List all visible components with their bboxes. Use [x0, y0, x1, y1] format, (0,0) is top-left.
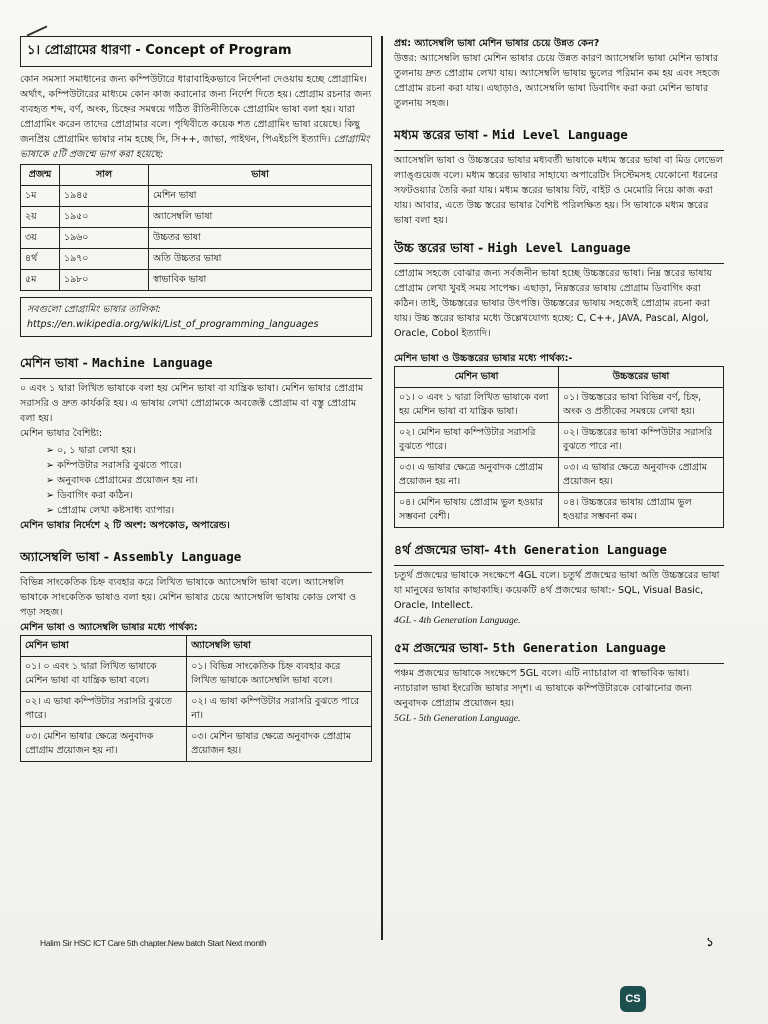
generation-intro: প্রোগ্রামিং ভাষাকে ৫টি প্রজন্মে ভাগ করা হয়েছে: — [20, 134, 370, 160]
table-header: অ্যাসেম্বলি ভাষা — [187, 636, 372, 657]
table-cell: ৪র্থ — [21, 249, 60, 270]
section-heading: মেশিন ভাষা - Machine Language — [20, 355, 213, 370]
section-mid-level — [394, 127, 724, 228]
section-body: বিভিন্ন সাংকেতিক চিহ্ন ব্যবহার করে লিখিত ভাষাকে অ্যাসেম্বলি ভাষা বলে। অ্যাসেম্বলি ভাষাকে সাংকেতিক ভাষাও বলা হয়। মেশিন ভাষার চেয়ে অ্যাসেম্বলি ভাষায় কোড লেখা ও পড়া সহজ। — [20, 577, 357, 618]
table-row — [21, 228, 372, 249]
table-row — [21, 207, 372, 228]
table-header-row — [21, 636, 372, 657]
table-cell: ০২। এ ভাষা কম্পিউটার সরাসরি বুঝতে পারে। — [21, 692, 187, 727]
list-item: ➢ ০, ১ দ্বারা লেখা হয়। — [46, 443, 372, 458]
diff-label: মেশিন ভাষা ও অ্যাসেম্বলি ভাষার মধ্যে পার্থক্য: — [20, 622, 198, 633]
machine-vs-high-table — [394, 366, 724, 528]
list-item: ➢ অনুবাদক প্রোগ্রামের প্রয়োজন হয় না। — [46, 473, 372, 488]
table-header-row — [395, 367, 724, 388]
features-label: মেশিন ভাষার বৈশিষ্ট্য: — [20, 428, 103, 439]
table-cell: ১৯৪৫ — [60, 186, 149, 207]
machine-vs-high-body — [395, 388, 724, 528]
table-row — [395, 388, 724, 423]
diff-label: মেশিন ভাষা ও উচ্চস্তরের ভাষার মধ্যে পার্থক্য:- — [394, 353, 573, 364]
table-row — [21, 270, 372, 291]
table-row — [395, 458, 724, 493]
table-cell: মেশিন ভাষা — [149, 186, 372, 207]
section-body: অ্যাসেম্বলি ভাষা ও উচ্চস্তরের ভাষার মধ্যবর্তী ভাষাকে মধ্যম স্তরের ভাষা বা মিড লেভেল ল্যাঙ্গুয়েজ বলে। মধ্যম স্তরের ভাষার সাহায্যে অপারেটিং সিস্টেমসহ যেকোনো ধরনের সফটওয়্যার তৈরি করা যায়। মধ্যম স্তরের ভাষায় বিট, বাইট ও মেমোরি নিয়ে কাজ করা যায়। আবার, এতে উচ্চ স্তরের ভাষার বৈশিষ্ট পরিলক্ষিত হয়। সি ভাষাকে মধ্যম স্তরের ভাষা বলা হয়। — [394, 155, 723, 226]
table-cell: ০২। এ ভাষা কম্পিউটার সরাসরি বুঝতে পারে না। — [187, 692, 372, 727]
table-cell: ০১। ০ এবং ১ দ্বারা লিখিত ভাষাকে মেশিন ভাষা বা যান্ত্রিক ভাষা বলে। — [21, 657, 187, 692]
instruction-parts: মেশিন ভাষার নির্দেশে ২ টি অংশ: অপকোড, অপারেন্ড। — [20, 520, 230, 531]
left-column — [20, 36, 372, 774]
section-heading: উচ্চ স্তরের ভাষা - High Level Language — [394, 240, 631, 255]
abbreviation: 4GL - 4th Generation Language. — [394, 615, 521, 626]
table-cell: ০৩। এ ভাষার ক্ষেত্রে অনুবাদক প্রোগ্রাম প্রয়োজন হয়। — [559, 458, 724, 493]
table-row — [395, 493, 724, 528]
features-list — [20, 443, 372, 518]
table-cell: ০১। বিভিন্ন সাংকেতিক চিহ্ন ব্যবহার করে লিখিত ভাষাকে অ্যাসেম্বলি ভাষা বলে। — [187, 657, 372, 692]
section-5th-generation — [394, 640, 724, 726]
table-row — [21, 657, 372, 692]
answer: উত্তর: অ্যাসেম্বলি ভাষা মেশিন ভাষার চেয়ে উন্নত কারণ অ্যাসেম্বলি ভাষা মেশিন ভাষার তুলনায় দ্রুত প্রোগ্রাম লেখা যায়। অ্যাসেম্বলি ভাষায় ভুলের পরিমান কম হয় এবং সহজে প্রোগ্রাম রচনা করা যায়। এছাড়াও, অ্যাসেম্বলি ভাষা ডিবাগিং করা করা মেশিন ভাষার তুলনায় সহজ। — [394, 53, 720, 109]
section-assembly-language — [20, 549, 372, 762]
table-row — [21, 727, 372, 762]
section-title: ১। প্রোগ্রামের ধারণা - Concept of Program — [20, 36, 372, 67]
table-cell: ০৩। মেশিন ভাষার ক্ষেত্রে অনুবাদক প্রোগ্রাম প্রয়োজন হয় না। — [21, 727, 187, 762]
camscanner-badge: CS — [620, 986, 646, 1012]
right-column — [394, 36, 724, 738]
table-cell: অতি উচ্চতর ভাষা — [149, 249, 372, 270]
section-machine-language — [20, 355, 372, 533]
section-body: প্রোগ্রাম সহজে বোঝার জন্য সর্বজনীন ভাষা হচ্ছে উচ্চস্তরের ভাষা। নিম্ন স্তরের ভাষায় প্রোগ্রাম লেখা খুবই সময় সাপেক্ষ। এছাড়া, নিম্নস্তরের ভাষায় প্রোগ্রাম ডিবাগিং করা কঠিন। তাই, উচ্চস্তরের ভাষার উৎপত্তি। উচ্চস্তরের ভাষায় সহজেই প্রোগ্রাম রচনা করা যায়। উচ্চ স্তরের ভাষার মধ্যে উল্লেখযোগ্য হচ্ছে: C, C++, JAVA, Pascal, Algol, Oracle, Cobol ইত্যাদি। — [394, 268, 713, 339]
list-item: ➢ কম্পিউটার সরাসরি বুঝতে পারে। — [46, 458, 372, 473]
section-high-level — [394, 240, 724, 528]
table-cell: ০৩। মেশিন ভাষার ক্ষেত্রে অনুবাদক প্রোগ্রাম প্রয়োজন হয়। — [187, 727, 372, 762]
section-heading: অ্যাসেম্বলি ভাষা - Assembly Language — [20, 549, 242, 564]
machine-vs-assembly-table — [20, 635, 372, 762]
generation-table-body — [21, 186, 372, 291]
section-heading: ৪র্থ প্রজন্মের ভাষা- 4th Generation Language — [394, 542, 667, 557]
table-cell: ০৩। এ ভাষার ক্ষেত্রে অনুবাদক প্রোগ্রাম প্রয়োজন হয় না। — [395, 458, 559, 493]
table-header: ভাষা — [149, 165, 372, 186]
table-row — [21, 186, 372, 207]
list-item: ➢ প্রোগ্রাম লেখা কষ্টসাধ্য ব্যাপার। — [46, 503, 372, 518]
table-cell: ২য় — [21, 207, 60, 228]
section-4th-generation — [394, 542, 724, 628]
table-cell: ১৯৭০ — [60, 249, 149, 270]
section-concept-of-program — [20, 36, 372, 337]
table-cell: ১ম — [21, 186, 60, 207]
page-footer: Halim Sir HSC ICT Care 5th chapter.New batch Start Next month — [40, 938, 267, 948]
note-label: সবগুলো প্রোগ্রামিং ভাষার তালিকা: — [27, 304, 161, 315]
table-cell: ৩য় — [21, 228, 60, 249]
section-heading: ৫ম প্রজন্মের ভাষা- 5th Generation Language — [394, 640, 666, 655]
table-row — [395, 423, 724, 458]
table-header: প্রজন্ম — [21, 165, 60, 186]
table-cell: ১৯৮০ — [60, 270, 149, 291]
column-divider — [381, 36, 383, 940]
section-body: কোন সমস্যা সমাধানের জন্য কম্পিউটারে ধারাবাহিকভাবে নির্দেশনা দেওয়ায় হচ্ছে প্রোগ্রামিং। অর্থাৎ, কম্পিউটারের মাধ্যমে কোন কাজ করানোর জন্য নির্দেশ দিতে হয়। প্রোগ্রাম রচনার জন্য ব্যবহৃত শব্দ, বর্ণ, অংক, চিহ্নের সমন্বয়ে গঠিত রীতিনীতিকে প্রোগ্রামিং ভাষা বলা হয়। যারা প্রোগ্রামিং করেন তাদের প্রোগ্রামার বলে। পৃথিবীতে কয়েক শত প্রোগ্রামিং ভাষা রয়েছে। কিছু জনপ্রিয় প্রোগ্রামিং ভাষার নাম হচ্ছে সি, সি++, জাভা, পাইথন, পিএইচপি ইত্যাদি। প্রোগ্রামিং ভাষাকে ৫টি প্রজন্মে ভাগ করা হয়েছে: — [20, 74, 372, 160]
table-header-row — [21, 165, 372, 186]
table-row — [21, 249, 372, 270]
section-body: ০ এবং ১ দ্বারা লিখিত ভাষাকে বলা হয় মেশিন ভাষা বা যান্ত্রিক ভাষা। মেশিন ভাষার প্রোগ্রাম সরাসরি ও দ্রুত কার্যকরি হয়। এ ভাষায় লেখা প্রোগ্রামকে অবজেক্ট প্রোগ্রাম বা বস্তু প্রোগ্রাম বলা হয়। — [20, 383, 364, 424]
table-cell: ০২। উচ্চস্তরের ভাষা কম্পিউটার সরাসরি বুঝতে পারে না। — [559, 423, 724, 458]
table-header: মেশিন ভাষা — [21, 636, 187, 657]
page-number: ১ — [706, 935, 714, 949]
table-cell: ১৯৫০ — [60, 207, 149, 228]
table-cell: ৫ম — [21, 270, 60, 291]
language-list-note — [20, 297, 372, 337]
table-cell: ০২। মেশিন ভাষা কম্পিউটার সরাসরি বুঝতে পারে। — [395, 423, 559, 458]
table-header: উচ্চস্তরের ভাষা — [559, 367, 724, 388]
section-body: পঞ্চম প্রজন্মের ভাষাকে সংক্ষেপে 5GL বলে। এটি ন্যাচারাল বা স্বাভাবিক ভাষা। ন্যাচারাল ভাষা ইংরেজি ভাষার সদৃশ। এ ভাষাকে কম্পিউটারকে বোঝানোর জন্য অনুবাদক প্রোগ্রাম প্রয়োজন হয়। — [394, 668, 692, 709]
table-cell: ০১। ০ এবং ১ দ্বারা লিখিত ভাষাকে বলা হয় মেশিন ভাষা বা যান্ত্রিক ভাষা। — [395, 388, 559, 423]
table-cell: ০১। উচ্চস্তরের ভাষা বিভিন্ন বর্ণ, চিহ্ন, অংক ও প্রতীকের সমন্বয়ে লেখা হয়। — [559, 388, 724, 423]
question: প্রশ্ন: অ্যাসেম্বলি ভাষা মেশিন ভাষার চেয়ে উন্নত কেন? — [394, 38, 600, 49]
section-body: চতুর্থ প্রজন্মের ভাষাকে সংক্ষেপে 4GL বলে। চতুর্থ প্রজন্মের ভাষা অতি উচ্চস্তরের ভাষা যা মানুষের ভাষার কাছাকাছি। কয়েকটি ৪র্থ প্রজন্মের ভাষা:- SQL, Visual Basic, Oracle, Intellect. — [394, 570, 720, 611]
table-row — [21, 692, 372, 727]
section-heading: মধ্যম স্তরের ভাষা - Mid Level Language — [394, 127, 628, 142]
generation-table — [20, 164, 372, 291]
table-cell: ০৪। মেশিন ভাষায় প্রোগ্রাম ভুল হওয়ার সম্ভবনা বেশী। — [395, 493, 559, 528]
table-cell: স্বাভাবিক ভাষা — [149, 270, 372, 291]
pen-mark — [27, 25, 48, 36]
list-item: ➢ ডিবাগিং করা কঠিন। — [46, 488, 372, 503]
table-cell: ১৯৬০ — [60, 228, 149, 249]
abbreviation: 5GL - 5th Generation Language. — [394, 713, 521, 724]
table-cell: অ্যাসেম্বলি ভাষা — [149, 207, 372, 228]
table-header: মেশিন ভাষা — [395, 367, 559, 388]
table-cell: উচ্চতর ভাষা — [149, 228, 372, 249]
table-cell: ০৪। উচ্চস্তরের ভাষায় প্রোগ্রাম ভুল হওয়ার সম্ভবনা কম। — [559, 493, 724, 528]
note-link[interactable]: https://en.wikipedia.org/wiki/List_of_programming_languages — [27, 319, 319, 330]
section-qa — [394, 36, 724, 111]
machine-vs-assembly-body — [21, 657, 372, 762]
table-header: সাল — [60, 165, 149, 186]
